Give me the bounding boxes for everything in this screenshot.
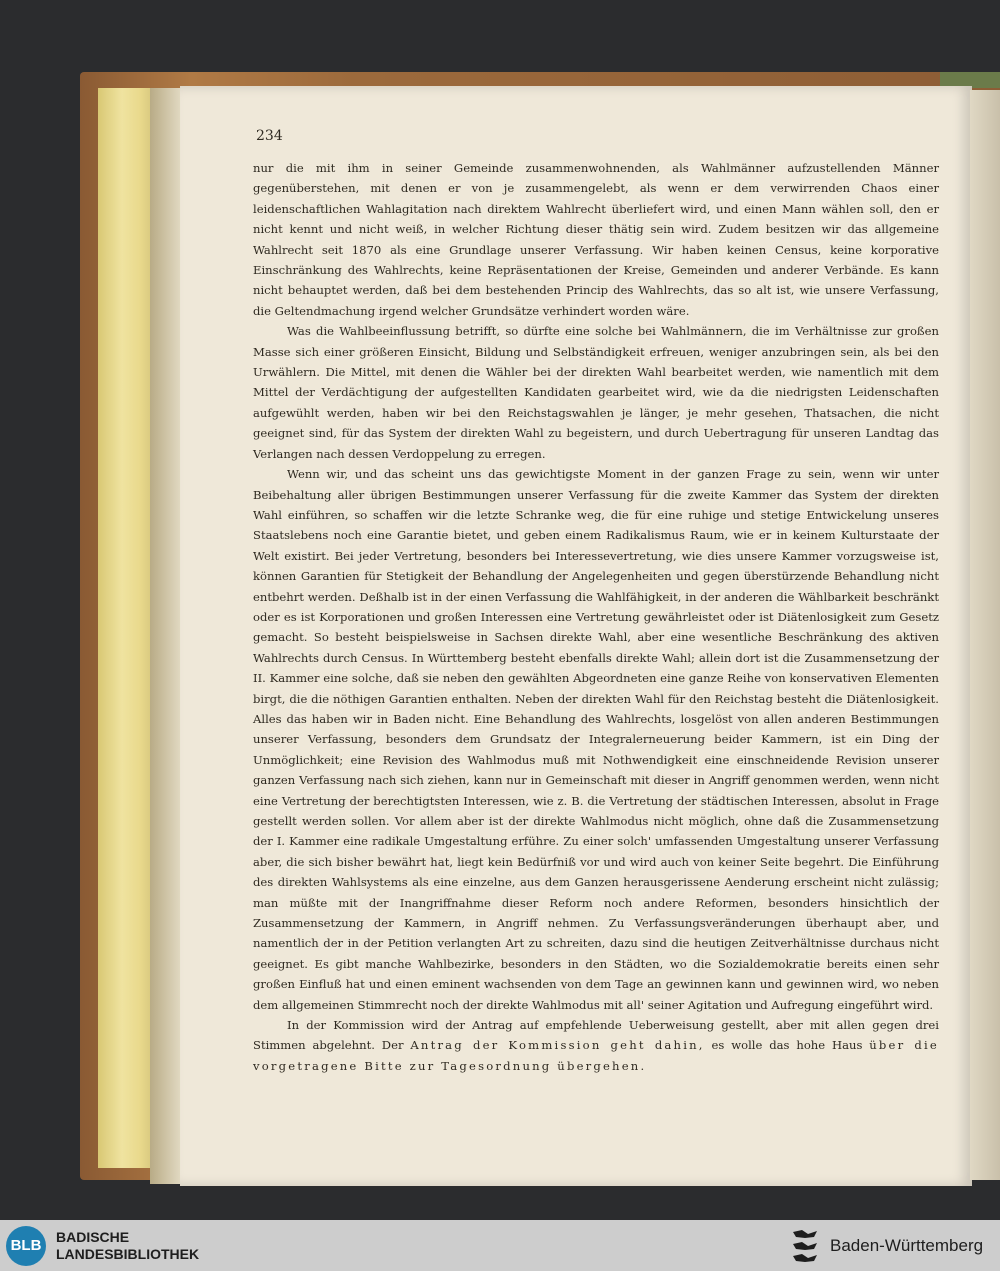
state-name[interactable]: Baden-Württemberg — [830, 1236, 984, 1255]
facing-page-edge — [970, 90, 1000, 1180]
page-edges — [98, 88, 158, 1168]
library-name-line2: LANDESBIBLIOTHEK — [56, 1246, 200, 1262]
baden-wuerttemberg-lions-icon[interactable] — [790, 1226, 820, 1266]
final-plain: Der — [381, 1038, 411, 1053]
paragraph: nur die mit ihm in seiner Gemeinde zusammenwohnenden, als Wahlmänner aufzustellenden Männer gegenüberstehen, mit denen er von je zusammengelebt, als wenn er dem verwirrenden Chaos einer leidenschaftlichen Wahlagitation nach direktem Wahlrecht überliefert wird, und einen Mann wählen soll, den er nicht kennt und nicht weiß, in welcher Richtung dieser thätig sein wird. Zudem besitzen wir das allgemeine Wahlrecht seit 1870 als eine Grundlage unserer Verfassung. Wir haben keinen Census, keine korporative Einschränkung des Wahlrechts, keine Repräsentationen der Kreise, Gemeinden und anderer Verbände. Es kann nicht behauptet werden, daß bei dem bestehenden Princip des Wahlrechts, das so alt ist, wie unsere Verfassung, die Geltendmachung irgend welcher Grundsätze verhindert worden wäre. — [253, 161, 939, 318]
paragraph: Wenn wir, und das scheint uns das gewichtigste Moment in der ganzen Frage zu sein, wenn wir unter Beibehaltung aller übrigen Bestimmungen unserer Verfassung für die zweite Kammer das System der direkten Wahl einführen, so schaffen wir die letzte Schranke weg, die für eine ruhige und stetige Entwickelung unseres Staatslebens noch eine Garantie bietet, und geben einem Radikalismus Raum, wie er in keinem Kulturstaate der Welt existirt. Bei jeder Vertretung, besonders bei Interessevertretung, wie dies unsere Kammer vorzugsweise ist, können Garantien für Stetigkeit der Behandlung der Angelegenheiten und gegen überstürzende Behandlung nicht entbehrt werden. Deßhalb ist in der einen Verfassung die Wahlfähigkeit, in der anderen die Wählbarkeit beschränkt oder es ist Korporationen und großen Interessen eine Vertretung gewährleistet oder ist Diätenlosigkeit zum Gesetz gemacht. So besteht beispielsweise in Sachsen direkte Wahl, aber eine wesentliche Beschränkung des aktiven Wahlrechts durch Census. In Württemberg besteht ebenfalls direkte Wahl; allein dort ist die Zusammensetzung der II. Kammer eine solche, daß sie neben den gewählten Abgeordneten eine ganze Reihe von konservativen Elementen birgt, die die nöthigen Garantien enthalten. Neben der direkten Wahl für den Reichstag besteht die Diätenlosigkeit. Alles das haben wir in Baden nicht. Eine Behandlung des Wahlrechts, losgelöst von allen anderen Bestimmungen unserer Verfassung, besonders dem Grundsatz der Integralerneuerung beider Kammern, ist ein Ding der Unmöglichkeit; eine Revision des Wahlmodus muß mit Nothwendigkeit eine einschneidende Revision unserer ganzen Verfassung nach sich ziehen, kann nur in Gemeinschaft mit dieser in Angriff genommen werden, wenn nicht eine Vertretung der berechtigtsten Interessen, wie z. B. die Vertretung der städtischen Interessen, absolut in Frage gestellt werden sollen. Vor allem aber ist der direkte Wahlmodus nicht möglich, ohne daß die Zusammensetzung der I. Kammer eine radikale Umgestaltung erführe. Zu einer solch' umfassenden Umgestaltung unserer Verfassung aber, die sich bisher bewährt hat, liegt kein Bedürfniß vor und wird auch von keiner Seite begehrt. Die Einführung des direkten Wahlsystems als eine einzelne, aus dem Ganzen herausgerissene Aenderung erscheint nicht zulässig; man müßte mit der Inangriffnahme dieser Reform noch andere Reformen, besonders hinsichtlich der Zusammensetzung der Kammern, in Angriff nehmen. Zu Verfassungsveränderungen überhaupt aber, und namentlich der in der Petition verlangten Art zu schreiten, dazu sind die heutigen Zeitverhältnisse durchaus nicht geeignet. Es gibt manche Wahlbezirke, besonders in den Städten, wo die Sozialdemokratie bereits einen sehr großen Einfluß hat und einen eminent wachsenden von dem Tage an gewinnen kann und gewinnen wird, wo neben dem allgemeinen Stimmrecht noch der direkte Wahlmodus mit all' seiner Agitation und Aufregung eingeführt wird. — [253, 467, 939, 1012]
final-spaced-2: über die vorgetragene Bitte zur Tagesordnung übergehen. — [253, 1038, 939, 1073]
page-number: 234 — [256, 128, 283, 144]
library-name-line1: BADISCHE — [56, 1229, 130, 1245]
page-body-text — [253, 158, 939, 1076]
paragraph: Was die Wahlbeeinflussung betrifft, so dürfte eine solche bei Wahlmännern, die im Verhältnisse zur großen Masse sich einer größeren Einsicht, Bildung und Selbständigkeit erfreuen, weniger anzubringen sein, als bei den Urwählern. Die Mittel, mit denen die Wähler bei der direkten Wahl bearbeitet werden, wie namentlich mit dem Mittel der Verdächtigung der aufgestellten Kandidaten gearbeitet wird, wie da die niedrigsten Leidenschaften aufgewühlt werden, haben wir bei den Reichstagswahlen je länger, je mehr gesehen, Thatsachen, die nicht geeignet sind, für das System der direkten Wahl zu begeistern, und durch Uebertragung für unseren Landtag das Verlangen nach dessen Verdoppelung zu erregen. — [253, 324, 939, 461]
paragraph-commission: In der Kommission wird der Antrag auf empfehlende Ueberweisung gestellt, aber mit allen gegen drei Stimmen abgelehnt. — [253, 1018, 939, 1053]
final-spaced: Antrag der Kommission geht dahin, — [410, 1038, 705, 1053]
library-name[interactable] — [56, 1229, 199, 1263]
final-rest: es wolle das hohe Haus — [704, 1038, 870, 1053]
blb-logo[interactable]: BLB — [6, 1226, 46, 1266]
paragraph-final — [253, 1015, 939, 1076]
gutter-shadow — [150, 88, 184, 1184]
